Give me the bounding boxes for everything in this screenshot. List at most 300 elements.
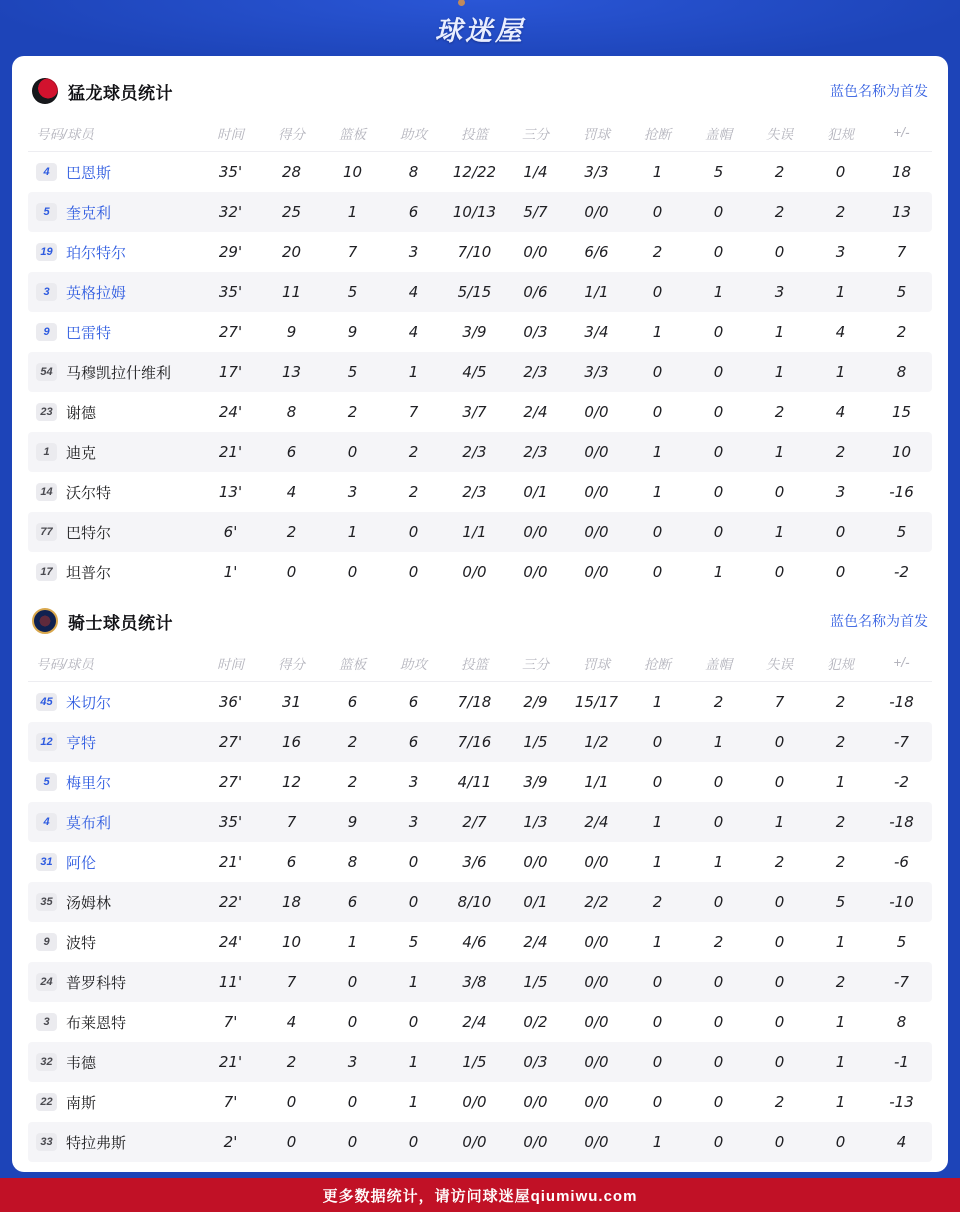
player-number-badge: 77 <box>36 523 57 541</box>
stat-value: 0 <box>408 853 419 871</box>
stat-value: 1/1 <box>584 773 609 791</box>
stat-value: 2 <box>286 523 297 541</box>
player-cell <box>28 402 200 423</box>
stat-value: 2 <box>896 323 907 341</box>
table-row <box>28 192 932 232</box>
table-row <box>28 432 932 472</box>
stat-value: 8 <box>896 363 907 381</box>
stat-value: 3/3 <box>584 363 609 381</box>
top-banner <box>0 0 960 56</box>
table-row <box>28 312 932 352</box>
stat-value: 0 <box>652 523 663 541</box>
player-name-link[interactable]: 南斯 <box>66 1094 97 1112</box>
stat-value: -10 <box>889 893 914 911</box>
stat-value: 5 <box>896 933 907 951</box>
stat-value: 1 <box>774 323 785 341</box>
player-name-link[interactable]: 汤姆林 <box>66 894 112 912</box>
footer-text[interactable]: 更多数据统计，请访问球迷屋qiumiwu.com <box>322 1187 638 1205</box>
player-cell <box>28 892 200 913</box>
column-header: 篮板 <box>339 126 366 142</box>
player-name-link[interactable]: 巴恩斯 <box>66 164 112 182</box>
table-row <box>28 1002 932 1042</box>
stat-value: 1 <box>652 693 663 711</box>
stat-value: 5/7 <box>523 203 548 221</box>
column-header: 号码/球员 <box>36 126 94 142</box>
stat-value: 10 <box>891 443 912 461</box>
stat-value: 0 <box>652 403 663 421</box>
stat-value: 3 <box>835 243 846 261</box>
stat-value: 3/3 <box>584 163 609 181</box>
player-cell <box>28 242 200 263</box>
player-name-link[interactable]: 巴特尔 <box>66 524 112 542</box>
stat-value: 2 <box>774 403 785 421</box>
stat-value: 3 <box>408 243 419 261</box>
column-header: 抢断 <box>644 656 671 672</box>
stat-value: 7 <box>774 693 785 711</box>
section-title: 骑士球员统计 <box>68 613 173 633</box>
stat-value: 0/0 <box>584 1133 609 1151</box>
stat-value: 2 <box>835 733 846 751</box>
player-name-link[interactable]: 亨特 <box>66 734 97 752</box>
player-name-link[interactable]: 珀尔特尔 <box>66 244 127 262</box>
stat-value: 29' <box>218 243 243 261</box>
stat-value: 0 <box>774 973 785 991</box>
player-number-badge: 31 <box>36 853 57 871</box>
stat-value: 3/4 <box>584 323 609 341</box>
player-name-link[interactable]: 巴雷特 <box>66 324 112 342</box>
stat-value: 0/0 <box>584 1013 609 1031</box>
player-name-link[interactable]: 英格拉姆 <box>66 284 127 302</box>
stat-value: 0 <box>652 973 663 991</box>
stat-value: 35' <box>218 813 243 831</box>
stat-value: 7 <box>347 243 358 261</box>
player-number-badge: 12 <box>36 733 57 751</box>
player-name-link[interactable]: 韦德 <box>66 1054 97 1072</box>
stat-value: 7 <box>286 973 297 991</box>
player-number-badge: 19 <box>36 243 57 261</box>
stat-value: 0/0 <box>584 973 609 991</box>
stat-value: 0 <box>652 773 663 791</box>
player-number-badge: 23 <box>36 403 57 421</box>
stat-value: 2 <box>835 813 846 831</box>
stat-value: 0 <box>774 1053 785 1071</box>
player-cell <box>28 972 200 993</box>
stat-value: 0/0 <box>523 563 548 581</box>
stat-value: 3/8 <box>462 973 487 991</box>
stat-value: 0/0 <box>584 563 609 581</box>
column-header: 号码/球员 <box>36 656 94 672</box>
player-number-badge: 14 <box>36 483 57 501</box>
stat-value: 0 <box>713 1093 724 1111</box>
column-header: 时间 <box>217 126 244 142</box>
stat-value: 2 <box>408 483 419 501</box>
team-stats-section <box>28 68 932 592</box>
stat-value: 1 <box>347 523 358 541</box>
stat-value: 2 <box>652 243 663 261</box>
column-header: 三分 <box>522 656 549 672</box>
stat-value: 0 <box>713 1013 724 1031</box>
stat-value: 5 <box>835 893 846 911</box>
stat-value: 2 <box>408 443 419 461</box>
stat-value: 4 <box>835 403 846 421</box>
stat-value: 0/3 <box>523 323 548 341</box>
stat-value: 0 <box>774 1133 785 1151</box>
player-name-link[interactable]: 波特 <box>66 934 97 952</box>
starter-legend: 蓝色名称为首发 <box>830 613 928 629</box>
stat-value: 24' <box>218 403 243 421</box>
player-number-badge: 33 <box>36 1133 57 1151</box>
table-row <box>28 762 932 802</box>
stat-value: 0 <box>835 1133 846 1151</box>
stat-value: 31 <box>281 693 302 711</box>
stat-value: 27' <box>218 323 243 341</box>
column-header: 罚球 <box>583 126 610 142</box>
stat-value: 1/1 <box>584 283 609 301</box>
stat-value: 1 <box>835 283 846 301</box>
stat-value: 1 <box>652 443 663 461</box>
stat-value: 0 <box>774 563 785 581</box>
stat-value: 7/16 <box>457 733 492 751</box>
stat-value: 0/0 <box>523 853 548 871</box>
column-header: +/- <box>893 655 910 670</box>
player-number-badge: 54 <box>36 363 57 381</box>
player-cell <box>28 1132 200 1153</box>
stat-value: 0/0 <box>523 523 548 541</box>
stat-value: 3 <box>347 1053 358 1071</box>
column-header: 助攻 <box>400 126 427 142</box>
stat-value: -6 <box>894 853 909 871</box>
table-row <box>28 922 932 962</box>
stat-value: 2 <box>835 443 846 461</box>
stat-value: 1 <box>713 733 724 751</box>
stat-value: 0 <box>713 443 724 461</box>
column-header: 失误 <box>766 656 793 672</box>
stat-value: 3/7 <box>462 403 487 421</box>
stat-value: 10 <box>281 933 302 951</box>
stat-value: 7 <box>896 243 907 261</box>
stat-value: 1 <box>347 203 358 221</box>
stat-value: 12/22 <box>452 163 497 181</box>
stat-value: 8 <box>896 1013 907 1031</box>
player-cell <box>28 482 200 503</box>
stat-value: 2 <box>774 163 785 181</box>
stat-value: 0 <box>347 973 358 991</box>
stat-value: 4 <box>896 1133 907 1151</box>
section-title-wrap <box>32 608 173 634</box>
stat-value: 0 <box>347 1133 358 1151</box>
player-cell <box>28 1012 200 1033</box>
stat-value: 35' <box>218 283 243 301</box>
stat-value: 28 <box>281 163 302 181</box>
player-name-link[interactable]: 特拉弗斯 <box>66 1134 127 1152</box>
stat-value: 7 <box>286 813 297 831</box>
stat-value: 1 <box>652 1133 663 1151</box>
table-row <box>28 882 932 922</box>
stat-value: 0 <box>774 773 785 791</box>
stat-value: 5 <box>896 523 907 541</box>
section-title: 猛龙球员统计 <box>68 83 173 103</box>
player-number-badge: 1 <box>36 443 57 461</box>
stat-value: 21' <box>218 853 243 871</box>
player-number-badge: 9 <box>36 933 57 951</box>
stat-value: 0 <box>347 443 358 461</box>
stat-value: 0 <box>652 283 663 301</box>
table-row <box>28 472 932 512</box>
stat-value: 5 <box>347 363 358 381</box>
stat-value: 8 <box>286 403 297 421</box>
column-header: 篮板 <box>339 656 366 672</box>
stat-value: 6 <box>347 693 358 711</box>
stat-value: 2/3 <box>523 443 548 461</box>
column-header: +/- <box>893 125 910 140</box>
player-name-link[interactable]: 梅里尔 <box>66 774 112 792</box>
stat-value: 7 <box>408 403 419 421</box>
stat-value: 2/3 <box>462 443 487 461</box>
stat-value: 0 <box>408 563 419 581</box>
table-header-row <box>28 644 932 682</box>
table-row <box>28 1082 932 1122</box>
stat-value: 1 <box>713 283 724 301</box>
stat-value: 2 <box>713 933 724 951</box>
site-logo[interactable]: 球迷屋 <box>435 15 525 46</box>
stat-value: -2 <box>894 563 909 581</box>
stat-value: 3 <box>408 813 419 831</box>
stat-value: 1 <box>713 853 724 871</box>
table-row <box>28 552 932 592</box>
player-name-link[interactable]: 迪克 <box>66 444 97 462</box>
stat-value: 1 <box>835 363 846 381</box>
stat-value: 18 <box>891 163 912 181</box>
stat-value: 7' <box>223 1013 238 1031</box>
stat-value: 2 <box>835 203 846 221</box>
player-number-badge: 5 <box>36 203 57 221</box>
stat-value: 0 <box>286 563 297 581</box>
stat-value: 13 <box>891 203 912 221</box>
stat-value: 1/3 <box>523 813 548 831</box>
stat-value: 2 <box>835 853 846 871</box>
player-cell <box>28 852 200 873</box>
stat-value: 0 <box>652 363 663 381</box>
stat-value: 0/1 <box>523 483 548 501</box>
stat-value: 0 <box>835 563 846 581</box>
stat-value: 0 <box>652 1093 663 1111</box>
player-cell <box>28 812 200 833</box>
stat-value: 5 <box>896 283 907 301</box>
stat-value: -16 <box>889 483 914 501</box>
stat-value: 6 <box>286 443 297 461</box>
stat-value: 0 <box>713 243 724 261</box>
stat-value: 21' <box>218 1053 243 1071</box>
stat-value: 4 <box>286 483 297 501</box>
stat-value: 32' <box>218 203 243 221</box>
stat-value: 2/9 <box>523 693 548 711</box>
stat-value: 4 <box>286 1013 297 1031</box>
stat-value: 2 <box>774 1093 785 1111</box>
stat-value: 3 <box>408 773 419 791</box>
stat-value: 2 <box>347 773 358 791</box>
stat-value: 1 <box>835 1053 846 1071</box>
stat-value: 1 <box>774 523 785 541</box>
stat-value: 4 <box>408 323 419 341</box>
player-name-link[interactable]: 马穆凯拉什维利 <box>66 364 172 382</box>
player-name-link[interactable]: 谢德 <box>66 404 97 422</box>
stat-value: 1 <box>408 973 419 991</box>
logo-dot-icon <box>458 0 465 6</box>
column-header: 盖帽 <box>705 656 732 672</box>
stat-value: 3 <box>347 483 358 501</box>
stat-value: 5 <box>408 933 419 951</box>
player-cell <box>28 772 200 793</box>
player-name-link[interactable]: 奎克利 <box>66 204 112 222</box>
stat-value: 0 <box>713 323 724 341</box>
stat-value: 2 <box>835 973 846 991</box>
column-header: 三分 <box>522 126 549 142</box>
stat-value: 1/4 <box>523 163 548 181</box>
stat-value: 27' <box>218 773 243 791</box>
stat-value: 0/3 <box>523 1053 548 1071</box>
player-number-badge: 22 <box>36 1093 57 1111</box>
stat-value: 2' <box>223 1133 238 1151</box>
player-number-badge: 4 <box>36 163 57 181</box>
stat-value: 4/6 <box>462 933 487 951</box>
cavaliers-logo-icon <box>32 608 58 634</box>
stat-value: 1 <box>652 163 663 181</box>
stat-value: -7 <box>894 973 909 991</box>
sections-container <box>28 68 932 1162</box>
column-header: 失误 <box>766 126 793 142</box>
player-name-link[interactable]: 阿伦 <box>66 854 97 872</box>
stat-value: 2/2 <box>584 893 609 911</box>
player-cell <box>28 362 200 383</box>
stat-value: 0 <box>652 203 663 221</box>
player-number-badge: 35 <box>36 893 57 911</box>
stat-value: 1 <box>774 443 785 461</box>
section-title-wrap <box>32 78 173 104</box>
stat-value: 4/11 <box>457 773 492 791</box>
stat-value: 6 <box>408 203 419 221</box>
stat-value: 0 <box>286 1093 297 1111</box>
table-header-row <box>28 114 932 152</box>
stat-value: 1 <box>652 483 663 501</box>
stat-value: 0 <box>713 403 724 421</box>
player-name-link[interactable]: 普罗科特 <box>66 974 127 992</box>
stat-value: 2 <box>774 853 785 871</box>
stat-value: 5/15 <box>457 283 492 301</box>
table-row <box>28 272 932 312</box>
stat-value: 2/7 <box>462 813 487 831</box>
stat-value: 0 <box>713 813 724 831</box>
player-name-link[interactable]: 米切尔 <box>66 694 112 712</box>
player-name-link[interactable]: 沃尔特 <box>66 484 112 502</box>
stat-value: 0 <box>652 563 663 581</box>
table-row <box>28 962 932 1002</box>
stat-value: 2 <box>835 693 846 711</box>
stat-value: 1 <box>347 933 358 951</box>
stat-value: 0/0 <box>584 443 609 461</box>
table-row <box>28 152 932 192</box>
stat-value: -18 <box>889 693 914 711</box>
stat-value: 2/4 <box>523 933 548 951</box>
stat-value: 1 <box>652 813 663 831</box>
stat-value: 1 <box>774 813 785 831</box>
stat-value: 0/1 <box>523 893 548 911</box>
stat-value: 24' <box>218 933 243 951</box>
stat-value: 2 <box>286 1053 297 1071</box>
stat-value: 2 <box>347 403 358 421</box>
stat-value: 27' <box>218 733 243 751</box>
stat-value: 35' <box>218 163 243 181</box>
footer-bar <box>0 1178 960 1212</box>
column-header: 犯规 <box>827 656 854 672</box>
stat-value: -18 <box>889 813 914 831</box>
column-header: 得分 <box>278 656 305 672</box>
stat-value: 0 <box>652 733 663 751</box>
stat-value: 9 <box>347 323 358 341</box>
player-name-link[interactable]: 布莱恩特 <box>66 1014 127 1032</box>
player-cell <box>28 442 200 463</box>
stat-value: 2/4 <box>462 1013 487 1031</box>
stats-table <box>28 644 932 1162</box>
player-cell <box>28 1092 200 1113</box>
stat-value: 1/2 <box>584 733 609 751</box>
table-row <box>28 682 932 722</box>
stat-value: 0 <box>713 523 724 541</box>
stat-value: 0 <box>774 1013 785 1031</box>
player-cell <box>28 162 200 183</box>
stat-value: 0/0 <box>584 1053 609 1071</box>
stats-table <box>28 114 932 592</box>
table-body <box>28 152 932 592</box>
column-header: 盖帽 <box>705 126 732 142</box>
stat-value: 0 <box>286 1133 297 1151</box>
stat-value: 10/13 <box>452 203 497 221</box>
stat-value: 1 <box>835 1013 846 1031</box>
stat-value: 1 <box>408 363 419 381</box>
stat-value: 10 <box>342 163 363 181</box>
stat-value: 22' <box>218 893 243 911</box>
stat-value: 2/4 <box>523 403 548 421</box>
stat-value: 1/5 <box>523 733 548 751</box>
stat-value: 1/1 <box>462 523 487 541</box>
stat-value: 0 <box>347 1093 358 1111</box>
stat-value: 0/0 <box>584 1093 609 1111</box>
stat-value: 0 <box>713 483 724 501</box>
stat-value: 1 <box>652 853 663 871</box>
stat-value: 17' <box>218 363 243 381</box>
stat-value: 1/5 <box>523 973 548 991</box>
stat-value: 1 <box>713 563 724 581</box>
stat-value: 0/0 <box>584 203 609 221</box>
stat-value: 20 <box>281 243 302 261</box>
stat-value: 2 <box>713 693 724 711</box>
player-number-badge: 24 <box>36 973 57 991</box>
player-number-badge: 45 <box>36 693 57 711</box>
stat-value: 0 <box>835 163 846 181</box>
stat-value: 0/0 <box>523 243 548 261</box>
stat-value: 1 <box>408 1053 419 1071</box>
player-name-link[interactable]: 坦普尔 <box>66 564 112 582</box>
stat-value: 4/5 <box>462 363 487 381</box>
player-name-link[interactable]: 莫布利 <box>66 814 112 832</box>
stat-value: 36' <box>218 693 243 711</box>
stat-value: 11' <box>218 973 243 991</box>
player-number-badge: 5 <box>36 773 57 791</box>
section-header <box>28 68 932 114</box>
stats-card <box>12 56 948 1172</box>
stat-value: 2 <box>774 203 785 221</box>
stat-value: 4 <box>408 283 419 301</box>
team-stats-section <box>28 598 932 1162</box>
